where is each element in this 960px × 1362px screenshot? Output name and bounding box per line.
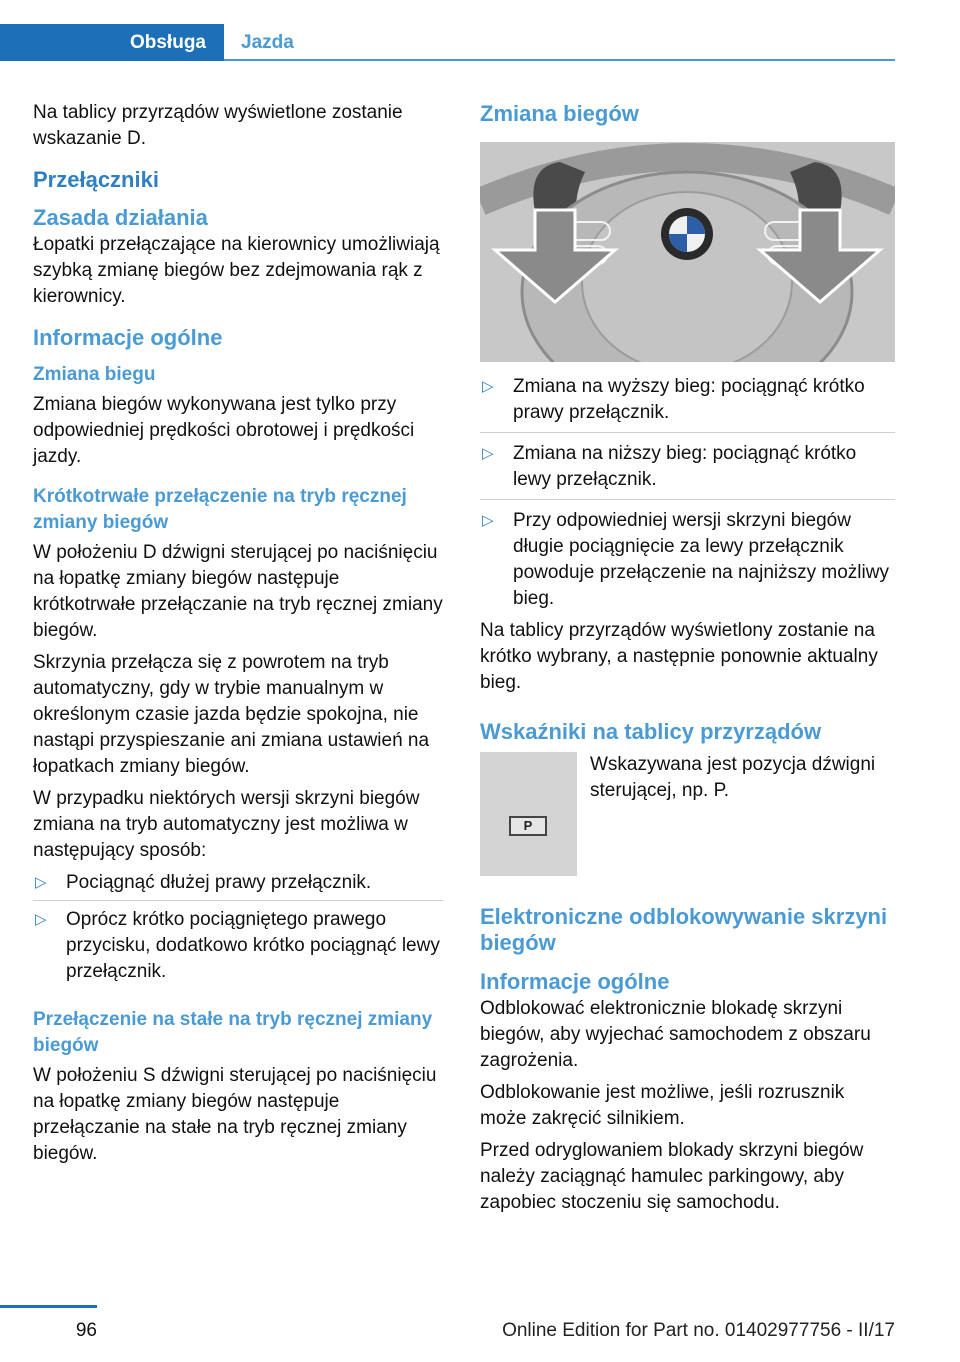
- short-text-1: W położeniu D dźwigni sterującej po naciśnięciu na łopatkę zmiany biegów następuje krótkotrwałe przełączanie na tryb ręcznej zmiany biegów.: [33, 542, 443, 641]
- tab-underline: [224, 59, 895, 61]
- heading-gear-change: Zmiana biegu: [33, 364, 156, 385]
- heading-gear-shift: Zmiana biegów: [480, 101, 639, 126]
- tab-obsluga[interactable]: Obsługa: [0, 24, 224, 61]
- page-footer: [0, 1305, 960, 1362]
- header-tabs: [0, 24, 895, 61]
- tab-jazda[interactable]: Jazda: [241, 31, 294, 53]
- short-text-3: W przypadku niektórych wersji skrzyni biegów zmiana na tryb automatyczny jest możliwa w następujący sposób:: [33, 788, 420, 861]
- right-column: [480, 100, 895, 1222]
- unlock-text-3: Przed odryglowaniem blokady skrzyni biegów należy zaciągnąć hamulec parkingowy, aby zapobiec stoczeniu się samochodu.: [480, 1140, 864, 1213]
- heading-switches: Przełączniki: [33, 167, 159, 192]
- heading-short-manual: Krótkotrwałe przełączenie na tryb ręcznej zmiany biegów: [33, 486, 407, 533]
- intro-text: Na tablicy przyrządów wyświetlone zostanie wskazanie D.: [33, 102, 403, 149]
- short-list: [33, 870, 443, 985]
- indicator-text: Wskazywana jest pozycja dźwigni sterującej, np. P.: [590, 754, 876, 801]
- triangle-right-icon: ▷: [482, 378, 494, 395]
- heading-indicators: Wskaźniki na tablicy przyrządów: [480, 719, 822, 744]
- unlock-text-1: Odblokować elektronicznie blokadę skrzyni biegów, aby wyjechać samochodem z obszaru zagrożenia.: [480, 998, 871, 1071]
- indicator-row: [480, 752, 895, 876]
- list-item: ▷ Zmiana na wyższy bieg: pociągnąć krótko prawy przełącznik.: [480, 374, 895, 433]
- list-item: ▷ Zmiana na niższy bieg: pociągnąć krótko lewy przełącznik.: [480, 441, 895, 500]
- permanent-text: W położeniu S dźwigni sterującej po naciśnięciu na łopatkę zmiany biegów następuje przełączanie na stałe na tryb ręcznej zmiany biegów.: [33, 1065, 437, 1164]
- list-item: ▷ Oprócz krótko pociągniętego prawego przycisku, dodatkowo krótko pociągnąć lewy przełącznik.: [35, 909, 440, 982]
- heading-permanent-manual: Przełączenie na stałe na tryb ręcznej zmiany biegów: [33, 1009, 433, 1056]
- steering-wheel-illustration: [480, 142, 895, 362]
- list-item: ▷ Pociągnąć dłużej prawy przełącznik.: [33, 870, 443, 901]
- page-number: 96: [75, 1320, 97, 1341]
- heading-unlock-general: Informacje ogólne: [480, 969, 670, 994]
- heading-general: Informacje ogólne: [33, 325, 223, 350]
- gear-letter-display: P: [509, 816, 547, 836]
- footer-accent-line: [0, 1305, 97, 1308]
- triangle-right-icon: ▷: [482, 445, 494, 462]
- left-column: [33, 100, 443, 1173]
- edition-label: Online Edition for Part no. 01402977756 - II/17: [502, 1320, 895, 1341]
- triangle-right-icon: ▷: [482, 512, 494, 529]
- list-item: ▷ Przy odpowiedniej wersji skrzyni biegów długie pociągnięcie za lewy przełącznik powoduje przełączenie na najniższy możliwy bieg.: [482, 510, 889, 609]
- triangle-right-icon: ▷: [35, 911, 47, 928]
- steering-wheel-image: [480, 142, 895, 362]
- principle-text: Łopatki przełączające na kierownicy umożliwiają szybką zmianę biegów bez zdejmowania rąk z kierownicy.: [33, 234, 440, 307]
- gear-change-text: Zmiana biegów wykonywana jest tylko przy odpowiedniej prędkości obrotowej i prędkości jazdy.: [33, 394, 415, 467]
- heading-principle: Zasada działania: [33, 205, 208, 230]
- selector-indicator-image: [480, 752, 577, 876]
- unlock-text-2: Odblokowanie jest możliwe, jeśli rozrusznik może zakręcić silnikiem.: [480, 1082, 845, 1129]
- gear-after-text: Na tablicy przyrządów wyświetlony zostanie na krótko wybrany, a następnie ponownie aktualny bieg.: [480, 620, 878, 693]
- heading-unlock: Elektroniczne odblokowywanie skrzyni biegów: [480, 904, 888, 955]
- short-text-2: Skrzynia przełącza się z powrotem na tryb automatyczny, gdy w trybie manualnym w określonym czasie jazda będzie spokojna, nie nastąpi przyspieszanie ani zmiana ustawień na łopatkach zmiany biegów.: [33, 652, 430, 777]
- triangle-right-icon: ▷: [35, 874, 47, 891]
- gear-list: [480, 374, 895, 612]
